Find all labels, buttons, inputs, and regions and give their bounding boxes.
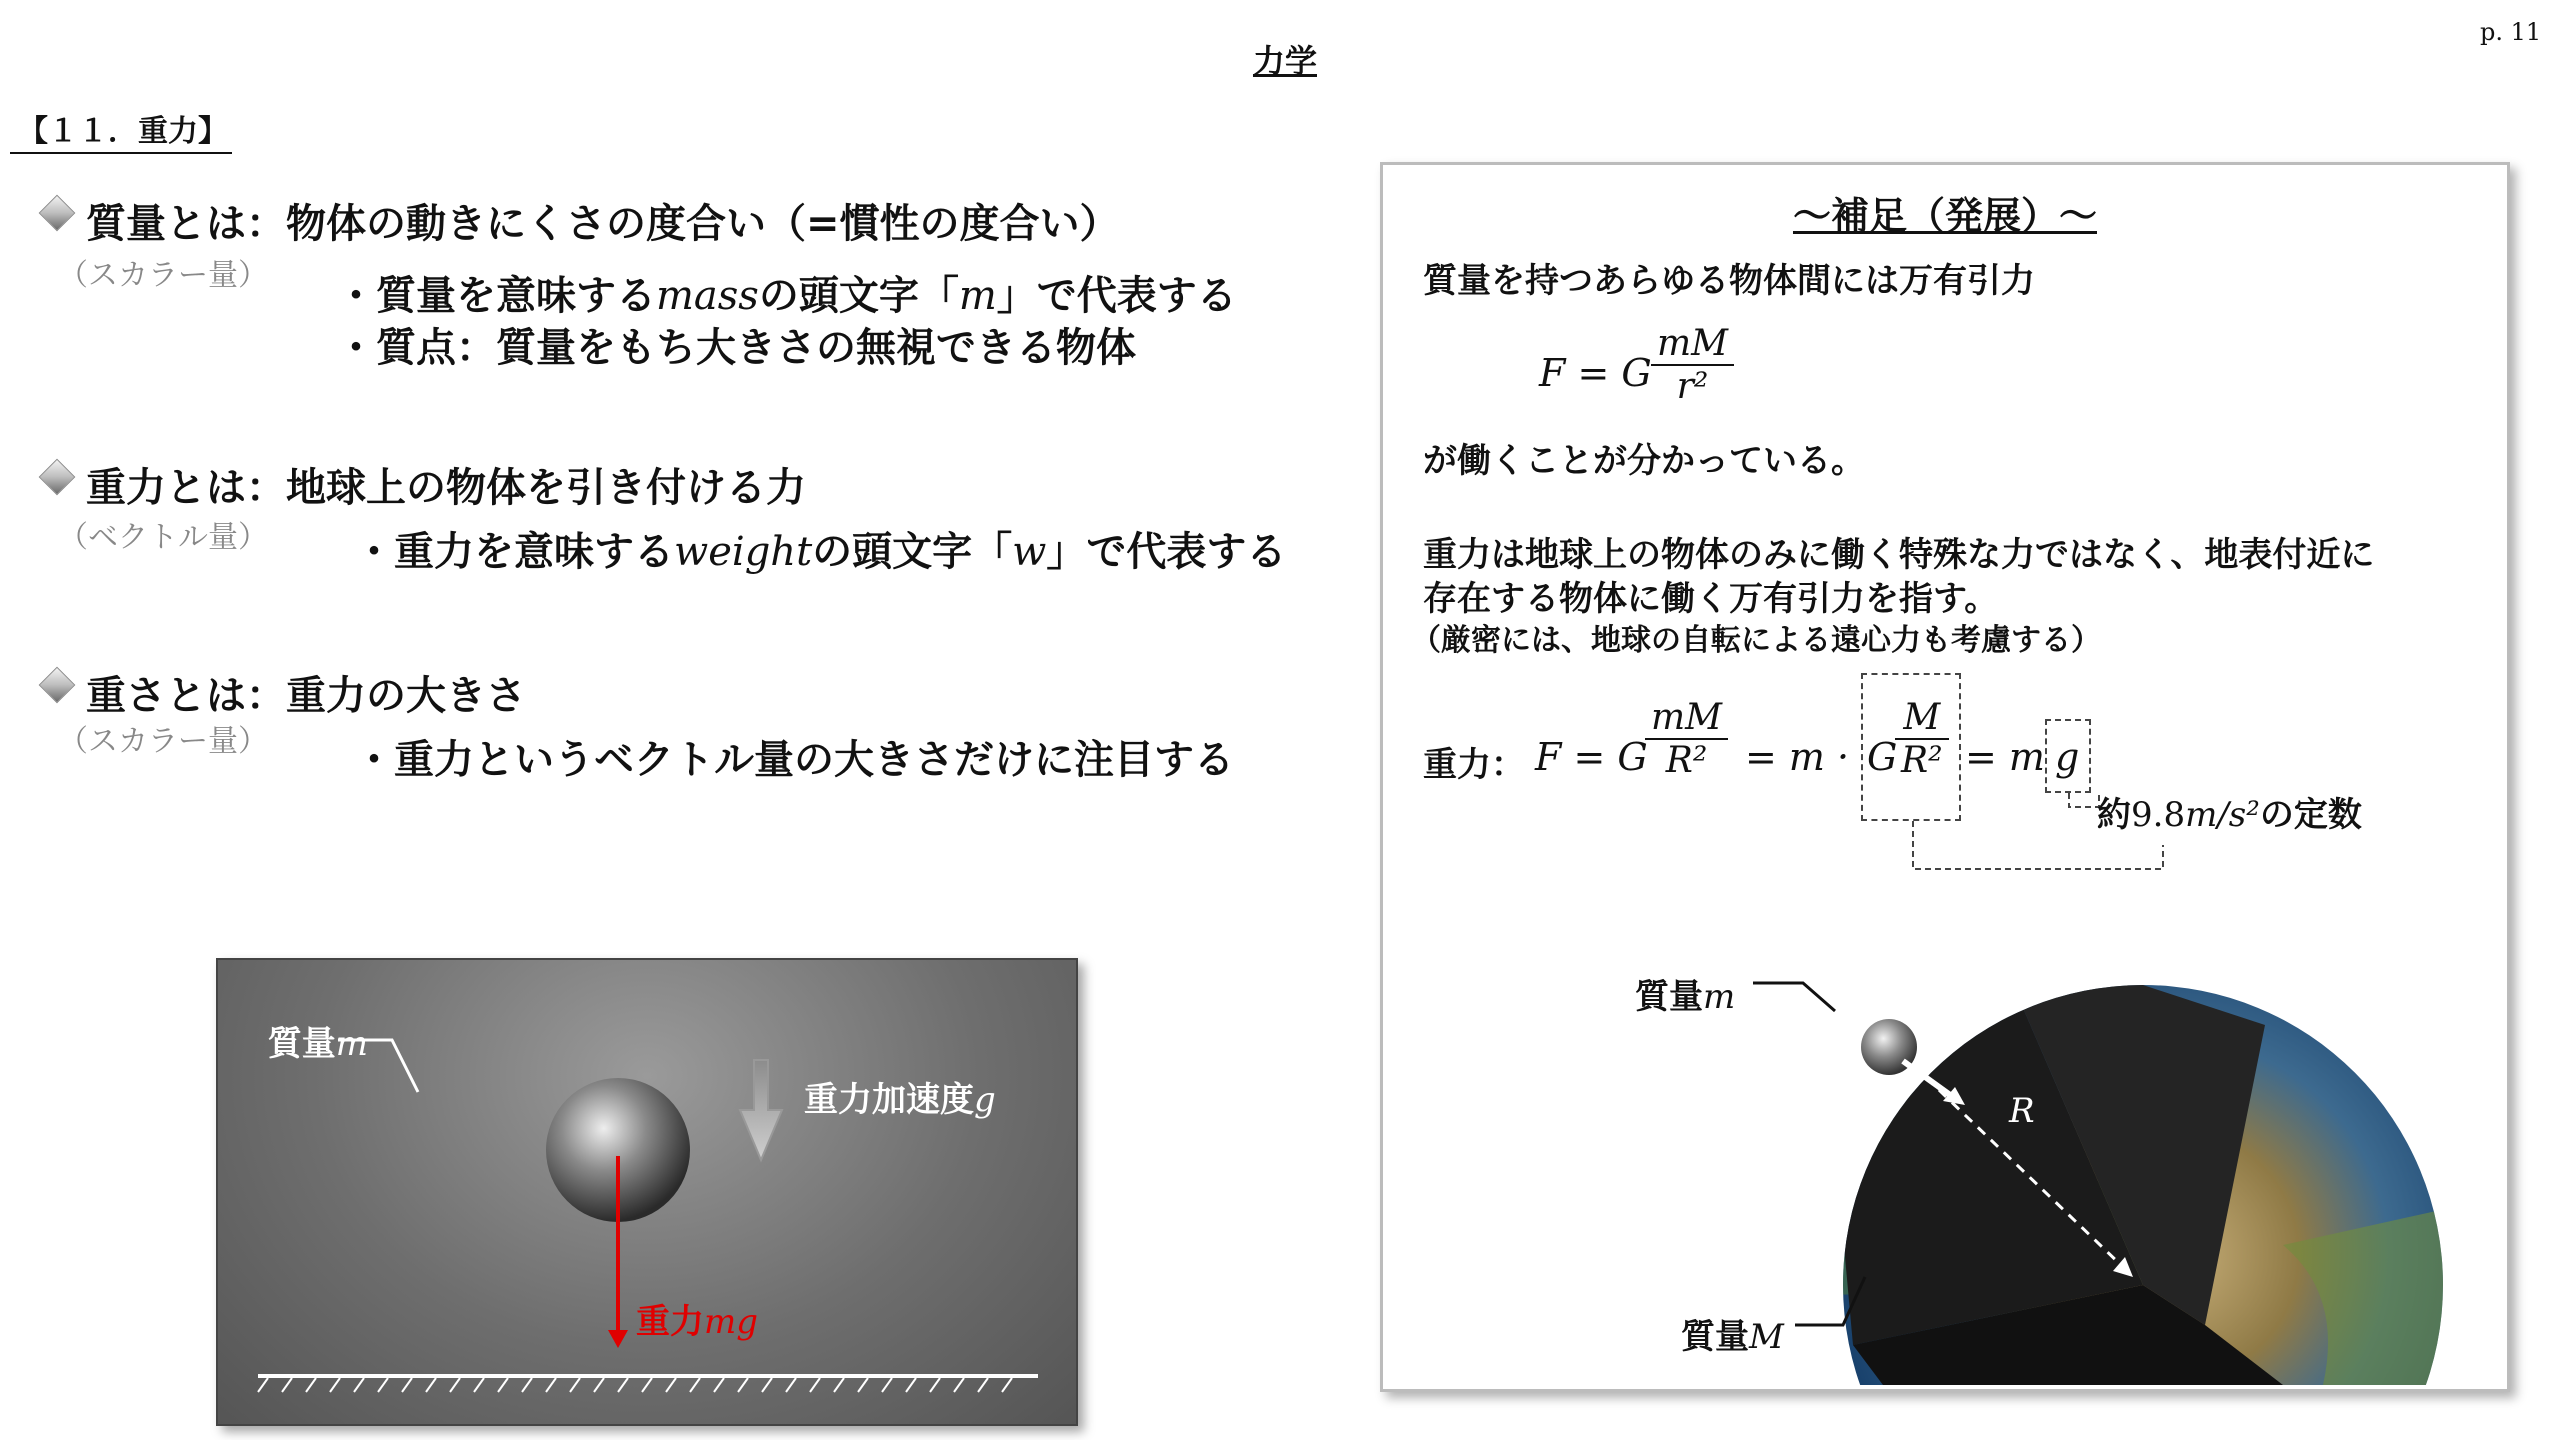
page-title: 力学	[1252, 42, 1317, 80]
hatch-mark	[402, 1378, 412, 1392]
gravity-kind-label: （ベクトル量）	[58, 520, 268, 555]
diagram-acceleration-label: 重力加速度g	[804, 1080, 996, 1120]
hatch-mark	[882, 1378, 892, 1392]
hatch-mark	[954, 1378, 964, 1392]
hatch-mark	[810, 1378, 820, 1392]
hatch-mark	[762, 1378, 772, 1392]
hatch-mark	[930, 1378, 940, 1392]
weight-kind-label: （スカラー量）	[58, 724, 268, 759]
hatch-mark	[282, 1378, 292, 1392]
gravity-definition-heading: 重力とは：地球上の物体を引き付ける力	[86, 465, 806, 511]
hatch-mark	[906, 1378, 916, 1392]
diamond-bullet-icon	[39, 459, 76, 496]
section-heading: 【１１．重力】	[10, 106, 232, 154]
hatch-mark	[738, 1378, 748, 1392]
force-label: F	[1975, 999, 1999, 1039]
supplement-line-3: 重力は地球上の物体のみに働く特殊な力ではなく、地表付近に	[1423, 535, 2375, 575]
hatch-mark	[546, 1378, 556, 1392]
eq2-fraction-1: $\frac{mM}{\text{R²}}$	[1645, 697, 1728, 781]
weight-magnitude-bullet: ・重力というベクトル量の大きさだけに注目する	[354, 737, 1234, 783]
radius-label: R	[2009, 1091, 2035, 1131]
hatch-mark	[522, 1378, 532, 1392]
hatch-mark	[594, 1378, 604, 1392]
gravity-arrowhead-icon	[608, 1330, 628, 1348]
earth-cutaway-graphic	[1383, 825, 2507, 1385]
eq2-g-constant: G	[1867, 735, 1898, 779]
hatch-mark	[258, 1378, 268, 1392]
eq2-prefix: 重力：	[1423, 745, 1525, 785]
diamond-bullet-icon	[39, 667, 76, 704]
hatch-mark	[378, 1378, 388, 1392]
hatch-mark	[618, 1378, 628, 1392]
eq1-fraction: $\frac{mM}{\text{r²}}$	[1651, 323, 1734, 407]
hatch-mark	[474, 1378, 484, 1392]
eq2-middle: = m ·	[1745, 735, 1850, 779]
hatch-mark	[306, 1378, 316, 1392]
mass-kind-label: （スカラー量）	[58, 258, 268, 293]
small-mass-label: 質量m	[1635, 977, 1736, 1017]
page-number: p. 11	[2480, 18, 2542, 46]
hatch-mark	[570, 1378, 580, 1392]
big-mass-label: 質量M	[1681, 1317, 1784, 1357]
hatch-mark	[978, 1378, 988, 1392]
gravity-symbol-bullet: ・重力を意味するweightの頭文字「w」で代表する	[354, 529, 1287, 575]
hatch-mark	[834, 1378, 844, 1392]
hatch-mark	[1002, 1378, 1012, 1392]
supplement-line-4: 存在する物体に働く万有引力を指す。	[1423, 579, 1999, 619]
mass-definition-heading: 質量とは：物体の動きにくさの度合い（=慣性の度合い）	[86, 201, 1120, 247]
supplement-box	[1380, 162, 2510, 1392]
eq2-fraction-2: $\frac{M}{\text{R²}}$	[1895, 697, 1949, 781]
hatch-mark	[450, 1378, 460, 1392]
falling-ball-diagram: 質量m 重力加速度g 重力mg	[216, 958, 1078, 1426]
acceleration-arrow-icon	[740, 1060, 782, 1160]
hatch-mark	[714, 1378, 724, 1392]
eq1-lhs: F = G	[1539, 351, 1652, 395]
hatch-mark	[666, 1378, 676, 1392]
point-mass-bullet: ・質点：質量をもち大きさの無視できる物体	[336, 325, 1136, 371]
diagram-gravity-label: 重力mg	[636, 1302, 759, 1342]
hatch-mark	[858, 1378, 868, 1392]
diamond-bullet-icon	[39, 195, 76, 232]
eq2-g: g	[2055, 735, 2080, 779]
ground-hatching	[258, 1378, 1012, 1392]
hatch-mark	[426, 1378, 436, 1392]
eq2-equals-m: = m	[1965, 735, 2045, 779]
hatch-mark	[498, 1378, 508, 1392]
eq2-lhs: F = G	[1535, 735, 1648, 779]
small-mass-leader-line	[1753, 983, 1835, 1011]
hatch-mark	[786, 1378, 796, 1392]
supplement-line-5: （厳密には、地球の自転による遠心力も考慮する）	[1411, 623, 2101, 658]
hatch-mark	[354, 1378, 364, 1392]
supplement-line-2: が働くことが分かっている。	[1423, 441, 1865, 481]
g-value-note: 約9.8m/s²の定数	[2097, 795, 2362, 835]
hatch-mark	[330, 1378, 340, 1392]
supplement-line-1: 質量を持つあらゆる物体間には万有引力	[1423, 261, 2035, 301]
hatch-mark	[642, 1378, 652, 1392]
hatch-mark	[690, 1378, 700, 1392]
mass-symbol-bullet: ・質量を意味するmassの頭文字「m」で代表する	[336, 273, 1237, 319]
weight-definition-heading: 重さとは：重力の大きさ	[86, 673, 526, 719]
supplement-title: ～補足（発展）～	[1792, 194, 2097, 238]
